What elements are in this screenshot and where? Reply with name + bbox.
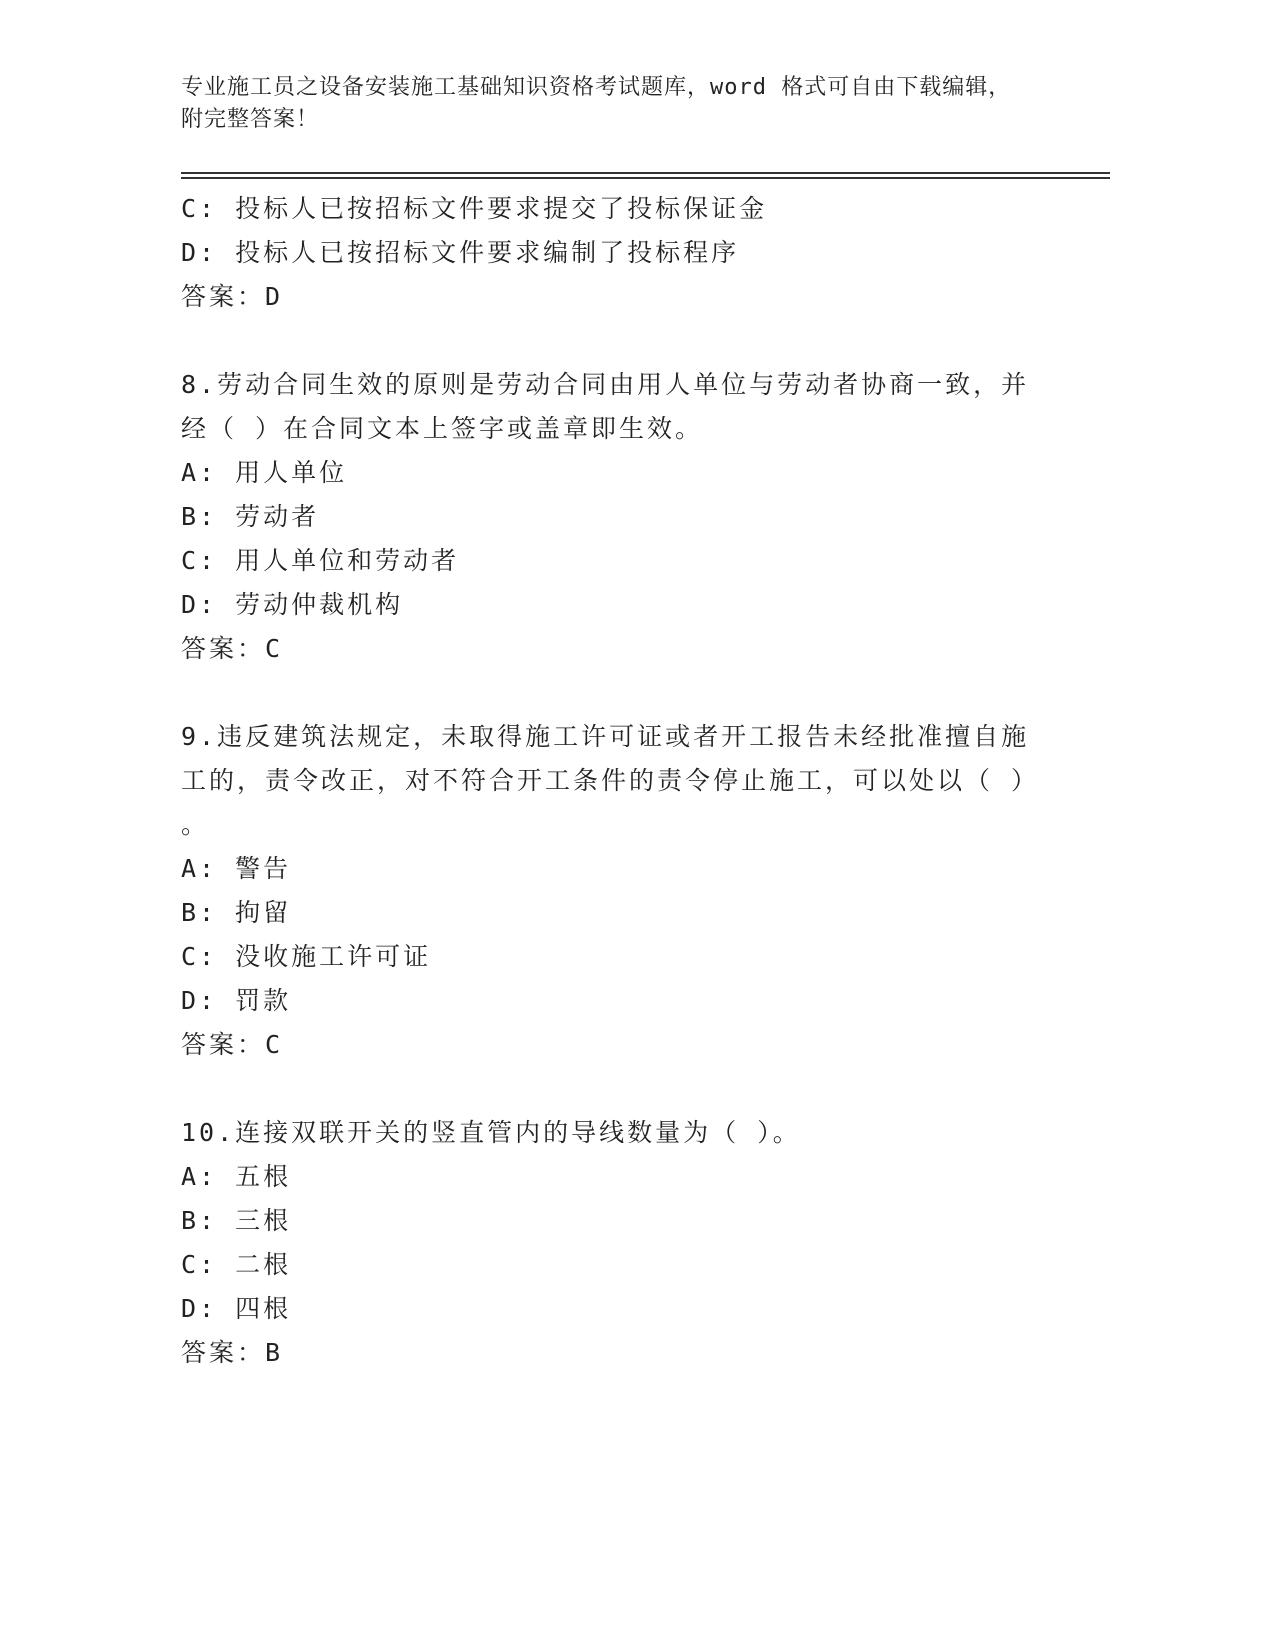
q9-stem-line-2: 工的，责令改正，对不符合开工条件的责令停止施工，可以处以（ ）: [181, 766, 1040, 795]
question-10: [181, 1111, 1061, 1375]
q8-stem-line-1: 8.劳动合同生效的原则是劳动合同由用人单位与劳动者协商一致，并: [181, 370, 1030, 399]
q9-option-c: C: 没收施工许可证: [181, 942, 432, 971]
q8-stem-line-2: 经（ ）在合同文本上签字或盖章即生效。: [181, 414, 704, 443]
q7-answer: 答案：D: [181, 282, 284, 311]
question-7: [181, 187, 1061, 319]
q8-option-a: A: 用人单位: [181, 458, 348, 487]
spacer: [181, 1067, 1061, 1111]
header-title-line-1: 专业施工员之设备安装施工基础知识资格考试题库，word 格式可自由下载编辑，: [181, 75, 1012, 100]
q8-option-d: D: 劳动仲裁机构: [181, 590, 404, 619]
q8-option-b: B: 劳动者: [181, 502, 320, 531]
question-8: [181, 363, 1061, 671]
q10-option-d: D: 四根: [181, 1294, 292, 1323]
spacer: [181, 671, 1061, 715]
q10-option-b: B: 三根: [181, 1206, 292, 1235]
q10-option-a: A: 五根: [181, 1162, 292, 1191]
spacer: [181, 319, 1061, 363]
q9-stem-line-1: 9.违反建筑法规定，未取得施工许可证或者开工报告未经批准擅自施: [181, 722, 1030, 751]
q8-option-c: C: 用人单位和劳动者: [181, 546, 460, 575]
q9-option-a: A: 警告: [181, 854, 292, 883]
header-divider-top: [181, 172, 1110, 174]
q10-answer: 答案：B: [181, 1338, 284, 1367]
header-title-line-2: 附完整答案！: [181, 107, 320, 132]
q10-stem: 10.连接双联开关的竖直管内的导线数量为（ ）。: [181, 1118, 801, 1147]
q9-option-d: D: 罚款: [181, 986, 292, 1015]
document-header: [181, 72, 1081, 136]
question-list: [181, 187, 1061, 1375]
question-9: [181, 715, 1061, 1067]
q7-option-d: D: 投标人已按招标文件要求编制了投标程序: [181, 238, 740, 267]
q9-answer: 答案：C: [181, 1030, 284, 1059]
header-divider-bottom: [181, 177, 1110, 179]
q8-answer: 答案：C: [181, 634, 284, 663]
q7-option-c: C: 投标人已按招标文件要求提交了投标保证金: [181, 194, 768, 223]
q9-stem-line-3: 。: [181, 810, 210, 839]
q10-option-c: C: 二根: [181, 1250, 292, 1279]
q9-option-b: B: 拘留: [181, 898, 292, 927]
